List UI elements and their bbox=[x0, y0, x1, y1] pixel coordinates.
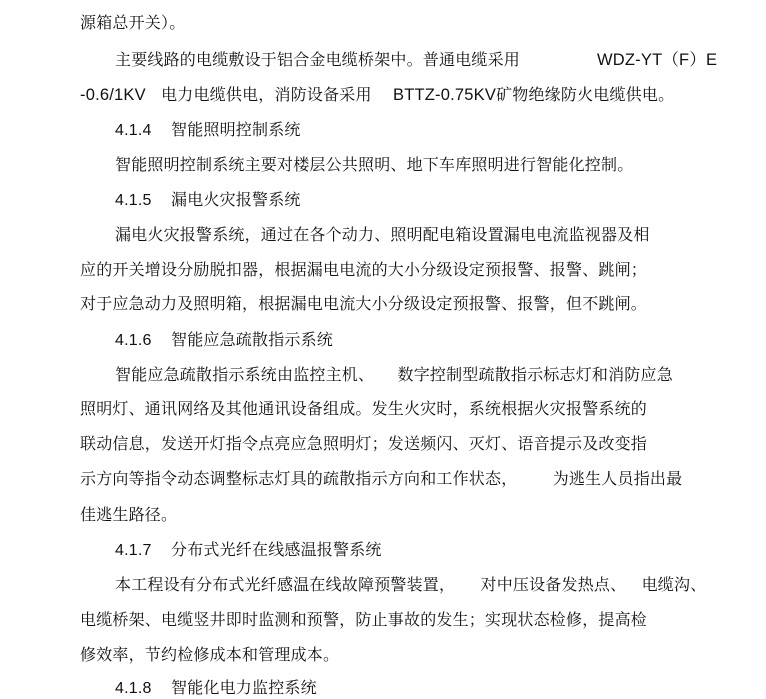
text-segment: 为逃生人员指出最 bbox=[552, 469, 683, 488]
section-number: 4.1.7 bbox=[115, 542, 152, 559]
section-title: 漏电火灾报警系统 bbox=[171, 190, 301, 209]
text-segment: 电力电缆供电，消防设备采用 bbox=[161, 85, 372, 104]
paragraph-line bbox=[80, 610, 647, 630]
section-number: 4.1.4 bbox=[115, 122, 152, 139]
text-segment: 漏电火灾报警系统，通过在各个动力、照明配电箱设置漏电电流监视器及相 bbox=[115, 225, 650, 244]
section-number: 4.1.6 bbox=[115, 332, 152, 349]
section-title: 智能照明控制系统 bbox=[171, 120, 301, 139]
paragraph-line bbox=[115, 365, 673, 385]
paragraph-line bbox=[115, 575, 706, 595]
text-segment: 电缆沟、 bbox=[641, 575, 707, 594]
section-title: 分布式光纤在线感温报警系统 bbox=[171, 540, 382, 559]
text-segment: 照明灯、通讯网络及其他通讯设备组成。发生火灾时，系统根据火灾报警系统的 bbox=[80, 399, 648, 418]
cable-model-label bbox=[597, 50, 717, 70]
text-segment: 本工程设有分布式光纤感温在线故障预警装置， bbox=[115, 575, 456, 594]
text-segment: 智能照明控制系统主要对楼层公共照明、地下车库照明进行智能化控制。 bbox=[115, 155, 634, 174]
section-heading bbox=[115, 678, 317, 699]
text-segment: 电缆桥架、电缆竖井即时监测和预警，防止事故的发生；实现状态检修，提高检 bbox=[80, 610, 648, 629]
text-segment: 应的开关增设分励脱扣器，根据漏电电流的大小分级设定预报警、报警、跳闸； bbox=[80, 260, 648, 279]
paragraph-line bbox=[80, 505, 177, 525]
text-segment: 矿物绝缘防火电缆供电。 bbox=[496, 85, 675, 104]
text-segment: 源箱总开关）。 bbox=[80, 13, 186, 32]
paragraph-line bbox=[115, 155, 633, 175]
paragraph-line bbox=[115, 50, 520, 70]
section-heading bbox=[115, 540, 382, 561]
paragraph-line bbox=[80, 13, 185, 33]
paragraph-line bbox=[80, 399, 647, 419]
text-segment: 对中压设备发热点、 bbox=[480, 575, 627, 594]
text-segment: 主要线路的电缆敷设于铝合金电缆桥架中。普通电缆采用 bbox=[115, 50, 521, 69]
voltage-label: -0.6/1KV bbox=[80, 86, 146, 104]
paragraph-line bbox=[80, 294, 647, 314]
section-number: 4.1.5 bbox=[115, 192, 152, 209]
text-segment: 数字控制型疏散指示标志灯和消防应急 bbox=[397, 365, 673, 384]
paragraph-line bbox=[80, 469, 682, 489]
text-segment: 联动信息，发送开灯指令点亮应急照明灯；发送频闪、灭灯、语音提示及改变指 bbox=[80, 434, 648, 453]
section-heading bbox=[115, 120, 301, 141]
paragraph-line bbox=[80, 434, 647, 454]
text-segment: 佳逃生路径。 bbox=[80, 505, 178, 524]
paragraph-line bbox=[80, 645, 339, 665]
text-segment: 示方向等指令动态调整标志灯具的疏散指示方向和工作状态， bbox=[80, 469, 518, 488]
paragraph-line bbox=[80, 85, 674, 105]
section-heading bbox=[115, 190, 301, 211]
section-heading bbox=[115, 330, 333, 351]
section-title: 智能应急疏散指示系统 bbox=[171, 330, 334, 349]
paragraph-line bbox=[115, 225, 650, 245]
section-number: 4.1.8 bbox=[115, 680, 152, 697]
cable-model-label: BTTZ-0.75KV bbox=[393, 86, 497, 104]
text-segment: 修效率，节约检修成本和管理成本。 bbox=[80, 645, 340, 664]
text-segment: 对于应急动力及照明箱，根据漏电电流大小分级设定预报警、报警，但不跳闸。 bbox=[80, 294, 648, 313]
text-segment: 智能应急疏散指示系统由监控主机、 bbox=[115, 365, 375, 384]
text-segment: WDZ-YT（F）E bbox=[597, 51, 718, 69]
paragraph-line bbox=[80, 260, 647, 280]
section-title: 智能化电力监控系统 bbox=[171, 678, 317, 697]
